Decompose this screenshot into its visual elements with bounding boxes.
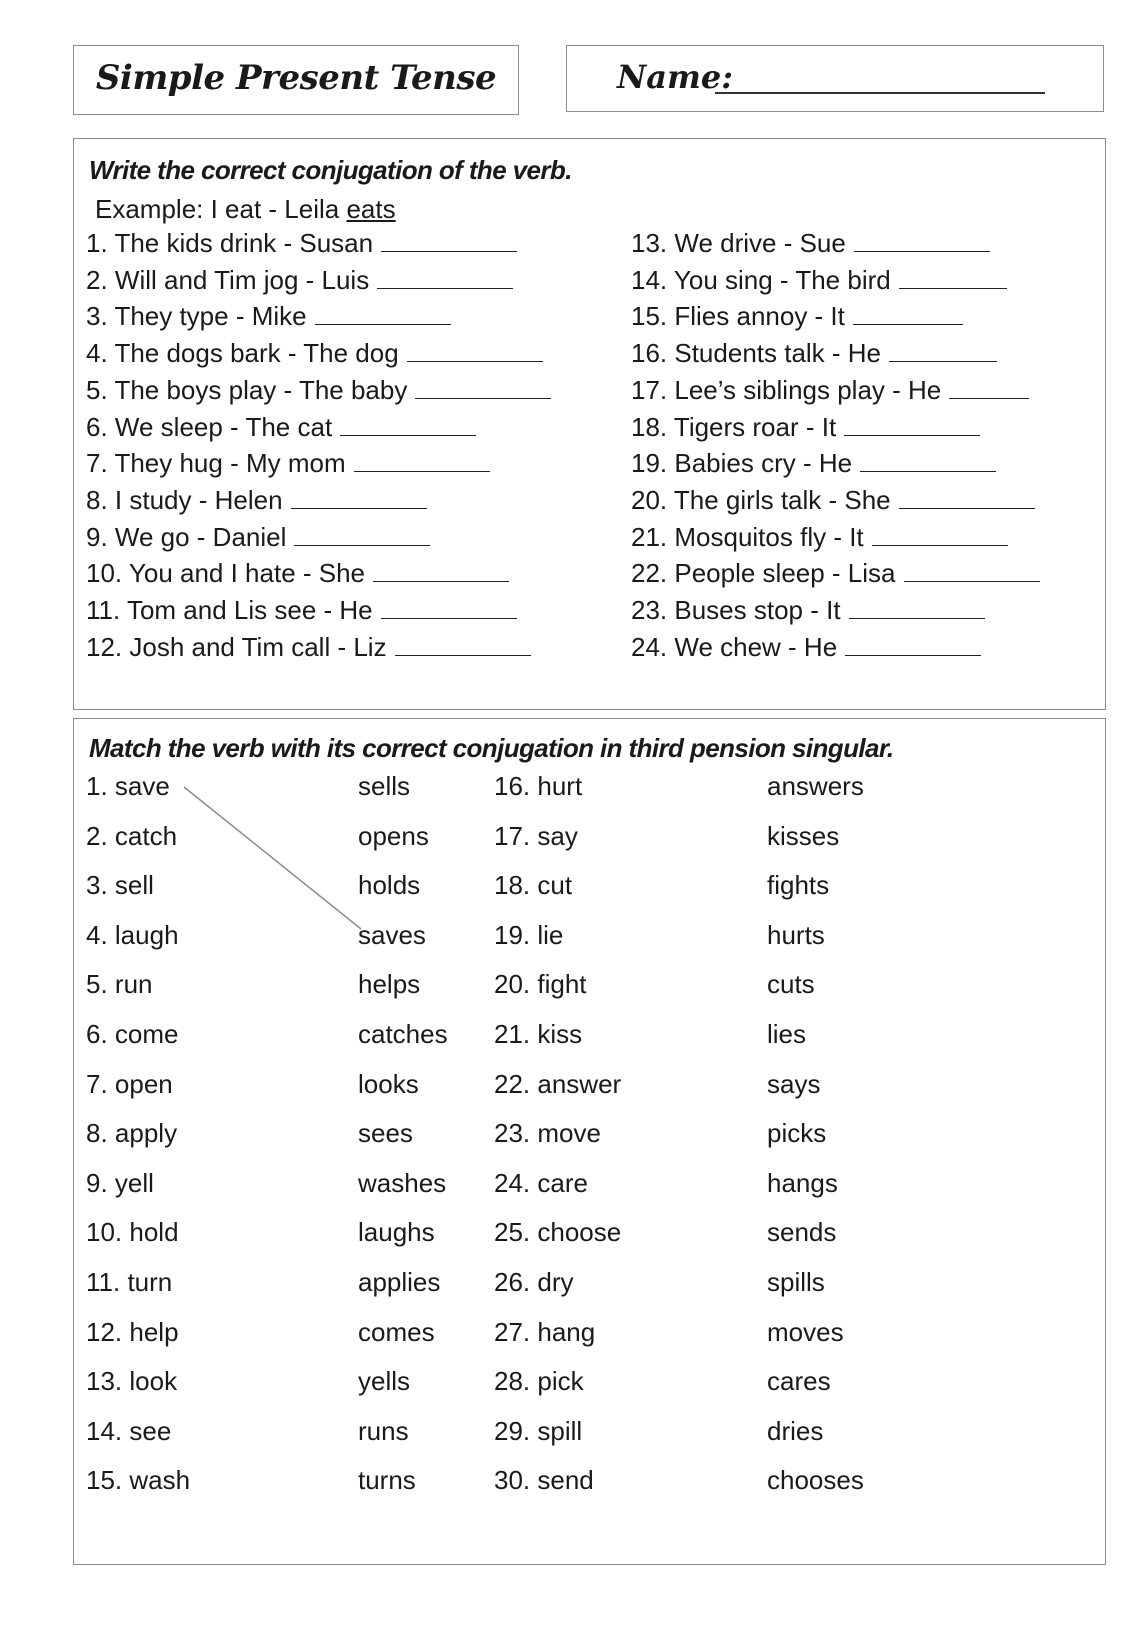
question-item [631, 447, 996, 478]
question-item [631, 227, 990, 258]
answer-blank[interactable] [904, 557, 1040, 582]
verb-item[interactable]: 7. open [86, 1068, 173, 1099]
question-item [86, 337, 543, 368]
question-item [86, 484, 427, 515]
conjugation-item[interactable]: comes [358, 1316, 435, 1347]
question-item [86, 411, 476, 442]
verb-item[interactable]: 24. care [494, 1167, 588, 1198]
conjugation-item[interactable]: cares [767, 1366, 831, 1397]
answer-blank[interactable] [899, 484, 1035, 509]
verb-item[interactable]: 4. laugh [86, 919, 179, 950]
example-line [95, 194, 396, 225]
section1-instruction: Write the correct conjugation of the verb. [89, 155, 572, 185]
answer-blank[interactable] [291, 484, 427, 509]
verb-item[interactable]: 11. turn [86, 1267, 173, 1297]
answer-blank[interactable] [373, 557, 509, 582]
question-text: 6. We sleep - The cat [86, 411, 333, 442]
conjugation-item[interactable]: answers [767, 771, 864, 801]
answer-blank[interactable] [381, 594, 517, 619]
question-text: 23. Buses stop - It [631, 595, 841, 625]
question-item [631, 631, 981, 662]
question-item [631, 557, 1040, 588]
conjugation-item[interactable]: hangs [767, 1167, 838, 1198]
answer-blank[interactable] [294, 521, 430, 546]
matching-section [73, 718, 1106, 1565]
conjugation-item[interactable]: dries [767, 1415, 824, 1446]
question-item [86, 447, 490, 478]
conjugation-item[interactable]: runs [358, 1415, 409, 1446]
verb-item[interactable]: 22. answer [494, 1068, 622, 1099]
question-item [86, 227, 517, 258]
answer-blank[interactable] [407, 337, 543, 362]
section2-instruction: Match the verb with its correct conjugation in third pension singular. [89, 733, 894, 763]
question-text: 8. I study - Helen [86, 484, 283, 515]
name-blank[interactable] [715, 92, 1045, 94]
answer-blank[interactable] [395, 631, 531, 656]
verb-item[interactable]: 6. come [86, 1019, 179, 1049]
question-text: 17. Lee’s siblings play - He [631, 374, 942, 405]
question-text: 11. Tom and Lis see - He [86, 595, 373, 625]
question-item [631, 594, 985, 625]
verb-item[interactable]: 25. choose [494, 1217, 622, 1248]
verb-item[interactable]: 23. move [494, 1118, 601, 1149]
verb-item[interactable]: 2. catch [86, 820, 178, 851]
verb-item[interactable]: 9. yell [86, 1167, 154, 1198]
question-text: 4. The dogs bark - The dog [86, 338, 399, 369]
answer-blank[interactable] [949, 374, 1029, 399]
question-text: 13. We drive - Sue [631, 228, 846, 258]
answer-blank[interactable] [872, 521, 1008, 546]
question-item [631, 337, 997, 368]
answer-blank[interactable] [860, 447, 996, 472]
question-item [631, 374, 1029, 405]
conjugation-item[interactable]: sends [767, 1217, 837, 1248]
title-box [73, 45, 519, 115]
conjugation-item[interactable]: fights [767, 870, 830, 901]
answer-blank[interactable] [889, 337, 997, 362]
question-text: 5. The boys play - The baby [86, 374, 408, 405]
conjugation-item[interactable]: opens [358, 820, 429, 851]
verb-item[interactable]: 30. send [494, 1465, 594, 1496]
question-text: 7. They hug - My mom [86, 448, 346, 479]
verb-item[interactable]: 20. fight [494, 969, 587, 1000]
verb-item[interactable]: 21. kiss [494, 1019, 583, 1049]
question-text: 19. Babies cry - He [631, 448, 853, 479]
conjugation-item[interactable]: lies [767, 1019, 807, 1049]
conjugation-item[interactable]: hurts [767, 919, 825, 950]
question-item [631, 300, 963, 331]
verb-item[interactable]: 12. help [86, 1316, 179, 1347]
answer-blank[interactable] [315, 300, 451, 325]
name-label: Name: [617, 58, 734, 96]
question-item [631, 484, 1035, 515]
verb-item[interactable]: 27. hang [494, 1316, 596, 1347]
example-answer: eats [346, 194, 396, 224]
conjugation-item[interactable]: helps [358, 969, 421, 1000]
question-text: 15. Flies annoy - It [631, 301, 845, 332]
answer-blank[interactable] [849, 594, 985, 619]
question-text: 18. Tigers roar - It [631, 411, 837, 442]
conjugation-item[interactable]: turns [358, 1465, 416, 1496]
answer-blank[interactable] [340, 411, 476, 436]
conjugation-item[interactable]: washes [358, 1167, 447, 1198]
verb-item[interactable]: 10. hold [86, 1217, 179, 1248]
answer-blank[interactable] [381, 227, 517, 252]
question-text: 3. They type - Mike [86, 301, 307, 332]
question-text: 14. You sing - The bird [631, 264, 891, 295]
conjugation-item[interactable]: catches [358, 1019, 448, 1049]
conjugation-item[interactable]: picks [767, 1118, 827, 1149]
verb-item[interactable]: 26. dry [494, 1267, 574, 1297]
question-text: 20. The girls talk - She [631, 484, 891, 515]
verb-item[interactable]: 16. hurt [494, 771, 583, 801]
question-text: 24. We chew - He [631, 631, 838, 662]
conjugation-item[interactable]: yells [358, 1366, 411, 1397]
verb-item[interactable]: 3. sell [86, 870, 154, 901]
conjugation-item[interactable]: chooses [767, 1465, 864, 1496]
verb-item[interactable]: 1. save [86, 771, 170, 801]
answer-blank[interactable] [377, 264, 513, 289]
answer-blank[interactable] [854, 227, 990, 252]
conjugation-item[interactable]: saves [358, 919, 426, 950]
answer-blank[interactable] [853, 300, 963, 325]
question-item [631, 264, 1007, 295]
conjugation-item[interactable]: sees [358, 1118, 413, 1149]
question-item [86, 594, 517, 625]
answer-blank[interactable] [845, 631, 981, 656]
question-text: 10. You and I hate - She [86, 558, 366, 589]
verb-item[interactable]: 14. see [86, 1415, 172, 1446]
question-text: 9. We go - Daniel [86, 521, 287, 552]
name-box [566, 45, 1104, 112]
example-prefix: Example: I eat - Leila [95, 194, 340, 224]
question-text: 12. Josh and Tim call - Liz [86, 631, 387, 662]
conjugation-item[interactable]: spills [767, 1267, 825, 1297]
match-line-save-saves [184, 787, 361, 929]
answer-blank[interactable] [415, 374, 551, 399]
conjugation-item[interactable]: applies [358, 1267, 441, 1297]
verb-item[interactable]: 19. lie [494, 919, 564, 950]
conjugation-item[interactable]: kisses [767, 820, 840, 851]
verb-item[interactable]: 8. apply [86, 1118, 178, 1149]
conjugation-section [73, 138, 1106, 710]
question-item [631, 411, 980, 442]
conjugation-item[interactable]: holds [358, 870, 421, 901]
question-item [631, 521, 1008, 552]
question-text: 1. The kids drink - Susan [86, 228, 374, 258]
question-item [86, 300, 451, 331]
verb-item[interactable]: 15. wash [86, 1465, 191, 1496]
question-item [86, 374, 551, 405]
answer-blank[interactable] [899, 264, 1007, 289]
conjugation-item[interactable]: cuts [767, 969, 815, 1000]
question-text: 16. Students talk - He [631, 338, 882, 369]
conjugation-item[interactable]: says [767, 1068, 821, 1099]
conjugation-item[interactable]: moves [767, 1316, 844, 1347]
question-item [86, 631, 531, 662]
question-text: 21. Mosquitos fly - It [631, 521, 864, 552]
answer-blank[interactable] [844, 411, 980, 436]
question-item [86, 557, 509, 588]
question-item [86, 521, 430, 552]
verb-item[interactable]: 17. say [494, 820, 578, 851]
question-text: 22. People sleep - Lisa [631, 558, 896, 589]
verb-item[interactable]: 13. look [86, 1366, 178, 1397]
answer-blank[interactable] [354, 447, 490, 472]
verb-item[interactable]: 18. cut [494, 870, 573, 901]
verb-item[interactable]: 28. pick [494, 1366, 584, 1397]
conjugation-item[interactable]: looks [358, 1068, 419, 1099]
conjugation-item[interactable]: laughs [358, 1217, 435, 1248]
question-text: 2. Will and Tim jog - Luis [86, 264, 370, 295]
verb-item[interactable]: 29. spill [494, 1415, 583, 1446]
verb-item[interactable]: 5. run [86, 969, 153, 1000]
conjugation-item[interactable]: sells [358, 771, 411, 801]
question-item [86, 264, 513, 295]
worksheet-title: Simple Present Tense [95, 58, 497, 98]
